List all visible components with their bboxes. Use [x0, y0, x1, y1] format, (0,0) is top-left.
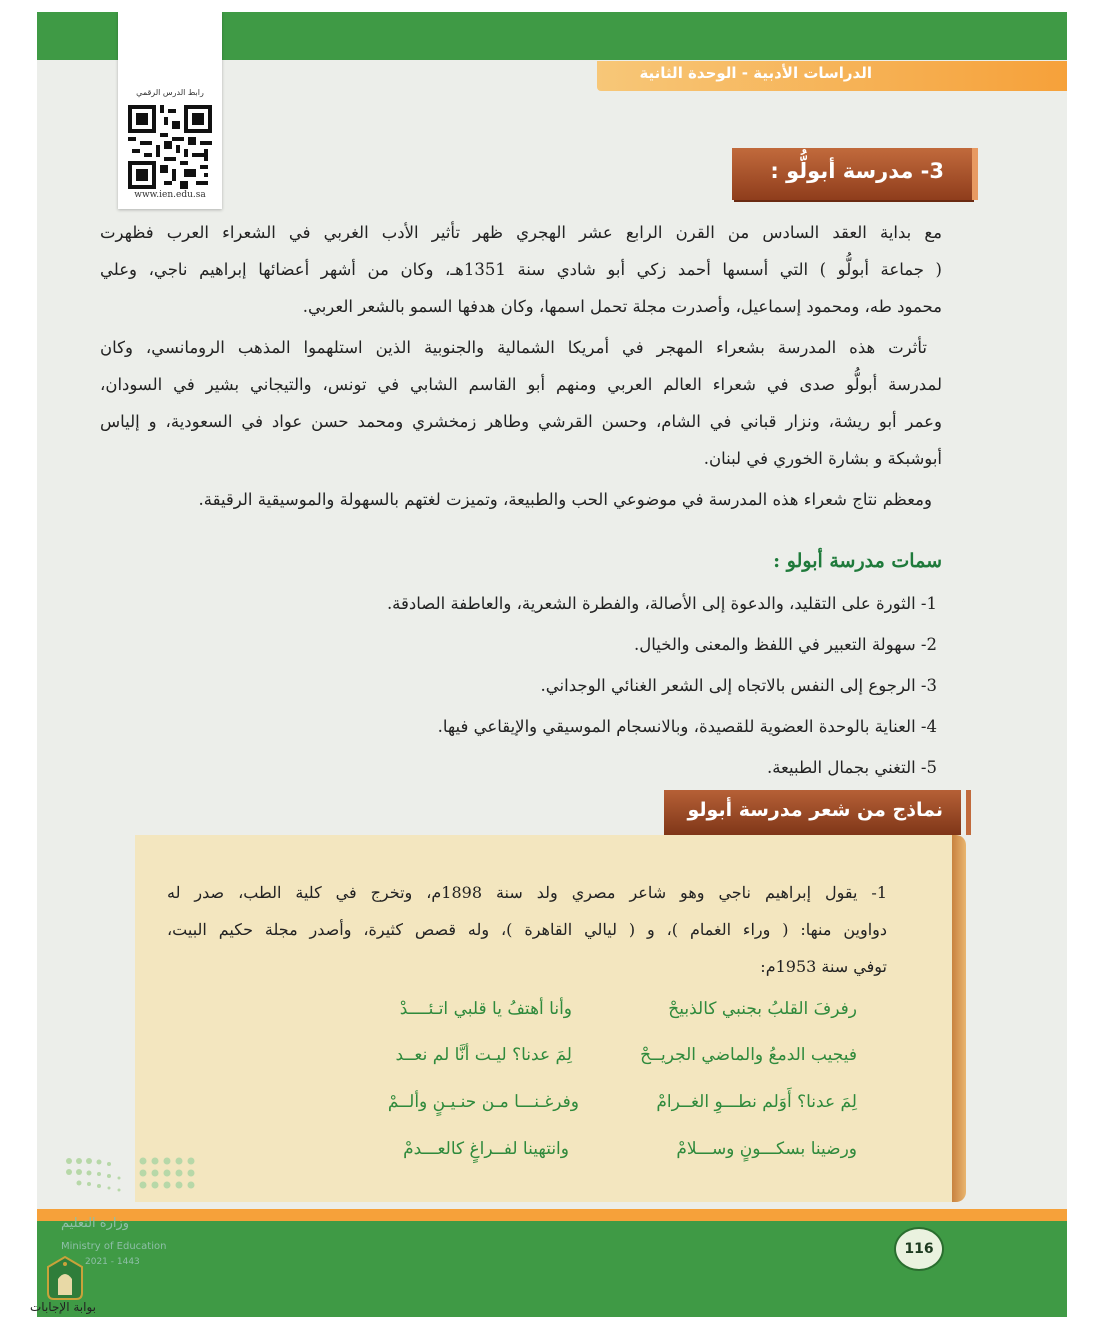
paragraph-2-line-4: أبوشبكة و بشارة الخوري في لبنان. — [703, 449, 942, 468]
qr-label: رابط الدرس الرقمي — [136, 88, 204, 97]
verse-1-second-hemistich: وأنا أهتفُ يا قلبي اتـئــــدْ — [399, 999, 572, 1019]
verse-4-first-hemistich: ورضينا بسكـــونٍ وســـلامْ — [676, 1139, 857, 1159]
qr-card[interactable] — [118, 12, 222, 209]
poem-panel-edge — [952, 835, 966, 1202]
paragraph-1-line-2: ( جماعة أبولُّو ) التي أسسها أحمد زكي أبو شادي سنة 1351هـ، وكان من أشهر أعضائها إبراهيم ناجي، وعلي — [100, 260, 942, 279]
paragraph-2-line-2: لمدرسة أبولُّو صدى في شعراء العالم العربي ومنهم أبو القاسم الشابي في تونس، والتيجاني بشير في السودان، — [100, 375, 942, 394]
paragraph-3-line-1: ومعظم نتاج شعراء هذه المدرسة في موضوعي الحب والطبيعة، وتميزت لغتهم بالسهولة والموسيقية الرقيقة. — [198, 490, 932, 509]
trait-item-5: 5- التغني بجمال الطبيعة. — [766, 758, 937, 777]
bottom-orange-band — [37, 1209, 1067, 1221]
paragraph-1-line-1: مع بداية العقد السادس من القرن الرابع عشر الهجري ظهر تأثير الأدب الغربي في الشعراء العرب فظهرت — [100, 223, 942, 242]
poem-intro-line-1: 1- يقول إبراهيم ناجي وهو شاعر مصري ولد سنة 1898م، وتخرج في كلية الطب، صدر له — [167, 883, 887, 902]
lesson-title-banner — [732, 148, 972, 200]
ministry-year: 2021 - 1443 — [85, 1257, 140, 1267]
verse-1-first-hemistich: رفرفَ القلبُ بجنبي كالذبيحْ — [668, 999, 857, 1019]
trait-item-3: 3- الرجوع إلى النفس بالاتجاه إلى الشعر الغنائي الوجداني. — [540, 676, 937, 695]
models-heading: نماذج من شعر مدرسة أبولو — [687, 799, 943, 821]
verse-2-first-hemistich: فيجيب الدمعُ والماضي الجريــحْ — [640, 1045, 857, 1065]
trait-item-1: 1- الثورة على التقليد، والدعوة إلى الأصالة، والفطرة الشعرية، والعاطفة الصادقة. — [386, 594, 937, 613]
textbook-page — [37, 12, 1067, 1317]
section-header-text: الدراسات الأدبية - الوحدة الثانية — [639, 64, 872, 82]
trait-item-4: 4- العناية بالوحدة العضوية للقصيدة، وبالانسجام الموسيقي والإيقاعي فيها. — [437, 717, 937, 736]
answers-portal-logo-icon — [44, 1255, 86, 1301]
ministry-name-english: Ministry of Education — [61, 1241, 167, 1252]
poem-intro-line-3: توفي سنة 1953م: — [760, 957, 887, 976]
verse-2-second-hemistich: لِمَ عدنا؟ ليـت أنَّا لم نعــد — [395, 1045, 572, 1065]
verse-3-first-hemistich: لِمَ عدنا؟ أَوَلم نطـــوِ الغــرامْ — [656, 1092, 857, 1112]
lesson-title: 3- مدرسة أبولُّو : — [770, 159, 944, 183]
qr-code-icon[interactable] — [128, 105, 212, 189]
models-heading-banner — [664, 790, 961, 835]
page-number: 116 — [894, 1227, 944, 1271]
paragraph-2-line-1: تأثرت هذه المدرسة بشعراء المهجر في أمريكا الشمالية والجنوبية الذين استلهموا المذهب الرومانسي، وكان — [100, 338, 927, 357]
verse-3-second-hemistich: وفرغـنـــا مـن حنـيـنٍ وألــمْ — [387, 1092, 579, 1112]
ministry-dots-logo-icon — [63, 1155, 198, 1199]
paragraph-1-line-3: محمود طه، ومحمود إسماعيل، وأصدرت مجلة تحمل اسمها، وكان هدفها السمو بالشعر العربي. — [302, 297, 942, 316]
verse-4-second-hemistich: وانتهينا لفــراغٍ كالعـــدمْ — [403, 1139, 569, 1159]
poem-intro-line-2: دواوين منها: ( وراء الغمام )، و ( ليالي القاهرة )، وله قصص كثيرة، وأصدر مجلة حكيم البيت، — [167, 920, 887, 939]
trait-item-2: 2- سهولة التعبير في اللفظ والمعنى والخيال. — [634, 635, 937, 654]
ministry-name-arabic: وزارة التعليم — [61, 1216, 130, 1231]
answers-portal-label: بوابة الإجابات — [30, 1300, 97, 1314]
paragraph-2-line-3: وعمر أبو ريشة، ونزار قباني في الشام، وحسن القرشي وطاهر زمخشري ومحمد حسن عواد في السعودية، و إلياس — [100, 412, 942, 431]
qr-url[interactable]: www.ien.edu.sa — [134, 190, 206, 200]
traits-heading: سمات مدرسة أبولو : — [773, 550, 942, 572]
